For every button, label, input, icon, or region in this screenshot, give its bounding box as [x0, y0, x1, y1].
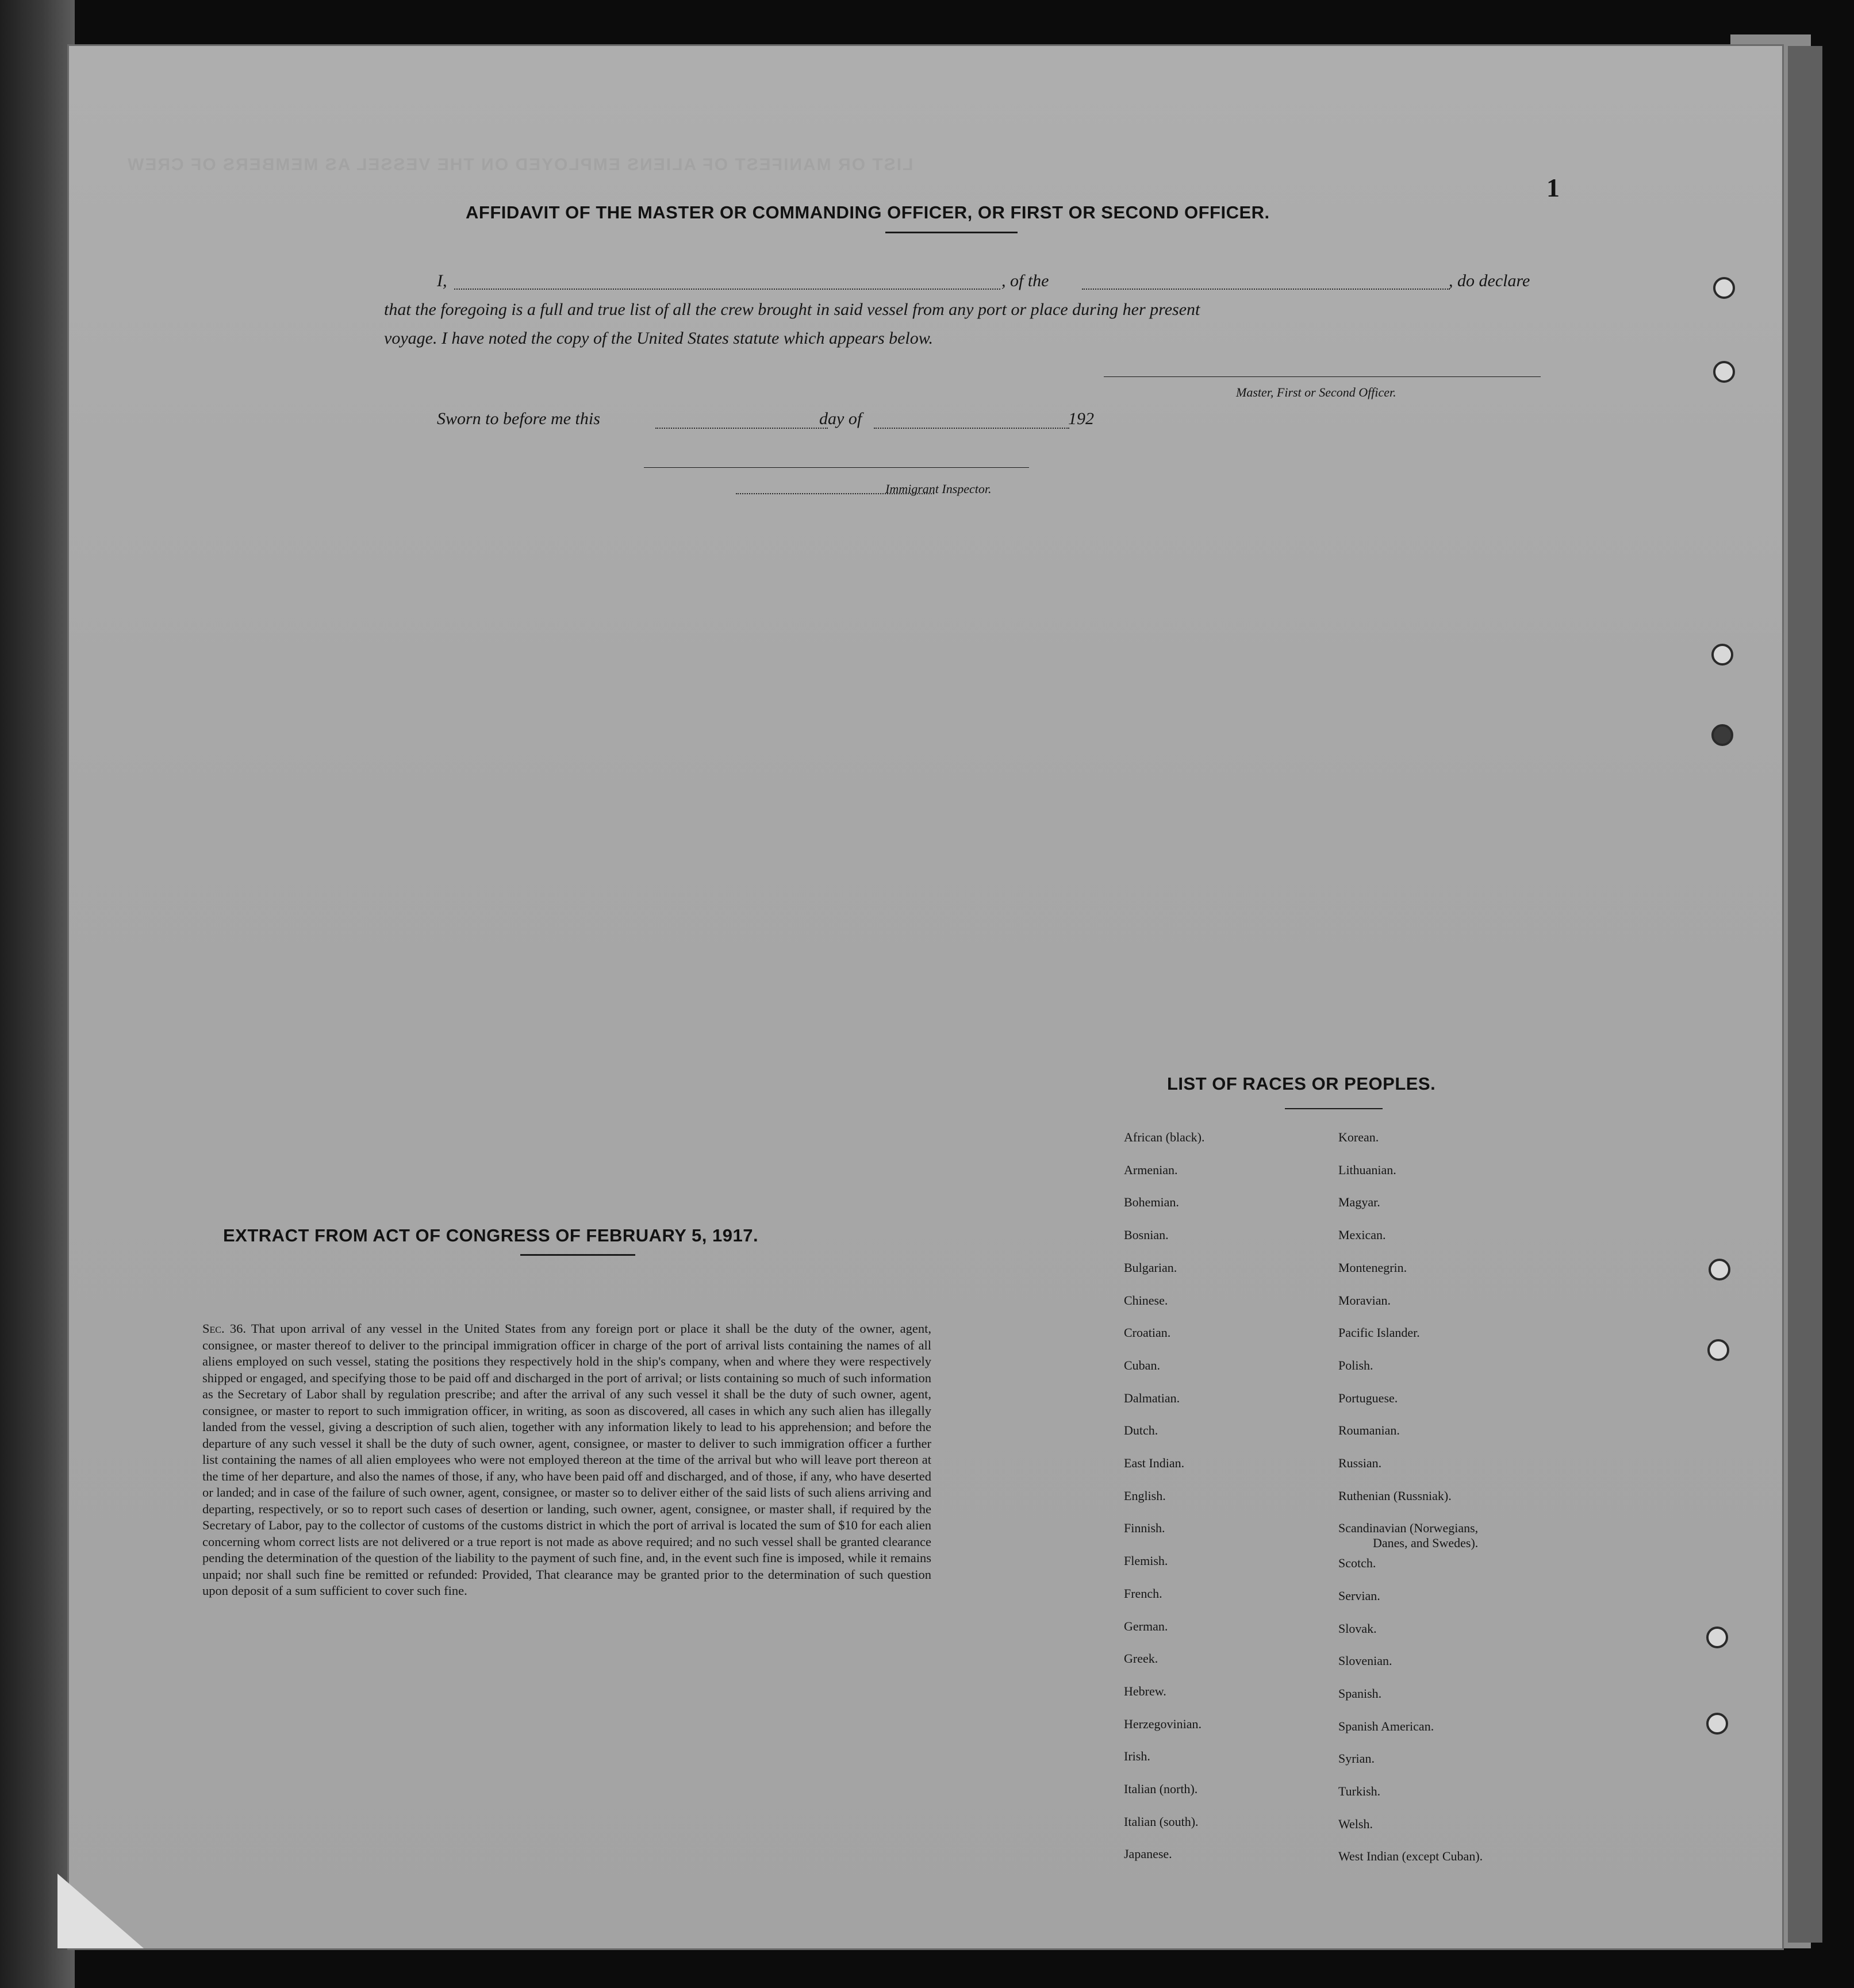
races-heading-rule: [1285, 1108, 1383, 1109]
binder-hole: [1713, 277, 1735, 299]
binder-hole: [1706, 1713, 1728, 1735]
race-item: Korean.: [1338, 1130, 1379, 1144]
race-item: Scotch.: [1338, 1556, 1376, 1571]
race-item: Syrian.: [1338, 1751, 1375, 1766]
race-item: German.: [1124, 1618, 1168, 1633]
binder-hole: [1711, 644, 1733, 666]
day-of-label: day of: [819, 409, 862, 428]
binder-hole: [1713, 361, 1735, 383]
race-item: Roumanian.: [1338, 1423, 1400, 1438]
of-the-label: , of the: [1001, 271, 1049, 290]
binder-hole: [1707, 1339, 1729, 1361]
race-item: English.: [1124, 1488, 1166, 1503]
binder-hole: [1709, 1259, 1730, 1281]
race-item: Bohemian.: [1124, 1195, 1179, 1210]
sworn-month-field[interactable]: [874, 428, 1069, 429]
binder-hole: [1711, 724, 1733, 746]
race-item: Welsh.: [1338, 1816, 1373, 1831]
races-heading: LIST OF RACES OR PEOPLES.: [1167, 1074, 1436, 1094]
race-item: Dutch.: [1124, 1423, 1158, 1438]
race-item: Moravian.: [1338, 1293, 1391, 1308]
race-item: Croatian.: [1124, 1325, 1171, 1340]
race-item: Russian.: [1338, 1456, 1382, 1470]
race-item: Finnish.: [1124, 1521, 1165, 1536]
section-label: Sec. 36.: [202, 1321, 247, 1336]
race-item: Pacific Islander.: [1338, 1325, 1420, 1340]
statute-text: [202, 1321, 931, 1599]
race-item: Lithuanian.: [1338, 1162, 1396, 1177]
binder-hole: [1706, 1626, 1728, 1648]
race-item: Bulgarian.: [1124, 1260, 1177, 1275]
race-item: Montenegrin.: [1338, 1260, 1407, 1275]
declarant-name-field[interactable]: [454, 289, 1000, 290]
race-item: African (black).: [1124, 1130, 1205, 1144]
race-item: Ruthenian (Russniak).: [1338, 1488, 1452, 1503]
sworn-day-field[interactable]: [655, 428, 828, 429]
race-item: Bosnian.: [1124, 1228, 1169, 1243]
race-item: Cuban.: [1124, 1358, 1160, 1372]
race-item: Mexican.: [1338, 1228, 1386, 1243]
do-declare-label: , do declare: [1449, 271, 1530, 290]
bleed-through-text: LIST OR MANIFEST OF ALIENS EMPLOYED ON THE VESSEL AS MEMBERS OF CREW: [126, 155, 913, 174]
manifest-page: [69, 46, 1782, 1948]
race-item: Slovak.: [1338, 1621, 1377, 1636]
race-item: French.: [1124, 1586, 1162, 1601]
race-item: East Indian.: [1124, 1456, 1185, 1470]
race-item: Servian.: [1338, 1588, 1380, 1603]
torn-page-edge: [0, 0, 75, 1988]
race-item: Polish.: [1338, 1358, 1373, 1372]
race-item: Herzegovinian.: [1124, 1716, 1202, 1731]
race-item: Dalmatian.: [1124, 1390, 1180, 1405]
folded-corner: [57, 1874, 144, 1948]
race-item: Irish.: [1124, 1749, 1150, 1764]
race-item: Turkish.: [1338, 1784, 1381, 1798]
race-item: Scandinavian (Norwegians,: [1338, 1521, 1479, 1536]
race-item: Magyar.: [1338, 1195, 1380, 1210]
extract-heading-rule: [520, 1254, 635, 1256]
race-item: Italian (south).: [1124, 1814, 1199, 1829]
inspector-caption: Immigrant Inspector.: [885, 482, 992, 496]
heading-rule: [885, 232, 1018, 233]
statute-body: That upon arrival of any vessel in the United States from any foreign port or place it shall be the duty of the owner, agent, consignee, or master thereof to deliver to the principal immigration officer in charge of the port of arrival lists containing the names of all aliens employed on such vessel, stating the positions they respectively hold in the ship's company, when and where they were respectively shipped or engaged, and specifying those to be paid off and discharged in the port of arrival; or lists containing so much of such information as the Secretary of Labor shall by regulation prescribe; and after the arrival of any such vessel it shall be the duty of such owner, agent, consignee, or master to report to such immigration officer, in writing, as soon as discovered, all cases in which any such alien has illegally landed from the vessel, giving a description of such alien, together with any information likely to lead to his apprehension; and before the departure of any such vessel it shall be the duty of such owner, agent, consignee, or master to deliver to such immigration officer a further list containing the names of all alien employees who were not employed thereon at the time of the arrival but who will leave port thereon at the time of her departure, and also the names of those, if any, who have been paid off and discharged, and of those, if any, who have deserted or landed; and in case of the failure of such owner, agent, consignee, or master so to deliver either of the said lists of such aliens arriving and departing, respectively, or so to report such cases of desertion or landing, such owner, agent, consignee, or master shall, if required by the Secretary of Labor, pay to the collector of customs of the customs district in which the port of arrival is located the sum of $10 for each alien concerning whom correct lists are not delivered or a true report is not made as above required; and no such vessel shall be granted clearance pending the determination of the question of the liability to the payment of such fine, and, in the event such fine is imposed, while it remains unpaid; nor shall such fine be remitted or refunded: Provided, That clearance may be granted prior to the determination of such question upon deposit of a sum sufficient to cover such fine.: [202, 1321, 932, 1598]
affidavit-statement-line: that the foregoing is a full and true list of all the crew brought in said vessel from any port or place during her present: [384, 300, 1200, 319]
inspector-signature-line[interactable]: [644, 467, 1029, 468]
affidavit-heading: AFFIDAVIT OF THE MASTER OR COMMANDING OFFICER, OR FIRST OR SECOND OFFICER.: [466, 202, 1270, 222]
extract-heading: EXTRACT FROM ACT OF CONGRESS OF FEBRUARY 5, 1917.: [223, 1225, 759, 1245]
year-label: 192: [1068, 409, 1094, 428]
race-item: Japanese.: [1124, 1847, 1172, 1862]
race-item: Italian (north).: [1124, 1782, 1198, 1796]
race-item: Chinese.: [1124, 1293, 1168, 1308]
race-item: Spanish American.: [1338, 1718, 1434, 1733]
sworn-label: Sworn to before me this: [437, 409, 600, 428]
master-signature-line[interactable]: [1104, 376, 1541, 377]
race-item: Greek.: [1124, 1651, 1158, 1666]
race-item: Hebrew.: [1124, 1683, 1166, 1698]
master-signature-caption: Master, First or Second Officer.: [1236, 385, 1396, 399]
vessel-name-field[interactable]: [1082, 289, 1450, 290]
race-item: Slovenian.: [1338, 1654, 1392, 1668]
race-item: Flemish.: [1124, 1554, 1168, 1568]
race-item: Spanish.: [1338, 1686, 1382, 1701]
handwritten-page-mark: 1: [1546, 173, 1560, 202]
affidavit-statement-line: voyage. I have noted the copy of the United States statute which appears below.: [384, 329, 934, 348]
race-item: Portuguese.: [1338, 1390, 1398, 1405]
race-item: Danes, and Swedes).: [1373, 1536, 1479, 1551]
race-item: Armenian.: [1124, 1162, 1178, 1177]
race-item: West Indian (except Cuban).: [1338, 1849, 1483, 1864]
declarant-prefix: I,: [437, 271, 447, 290]
underlying-page-shadow: [1788, 46, 1822, 1943]
